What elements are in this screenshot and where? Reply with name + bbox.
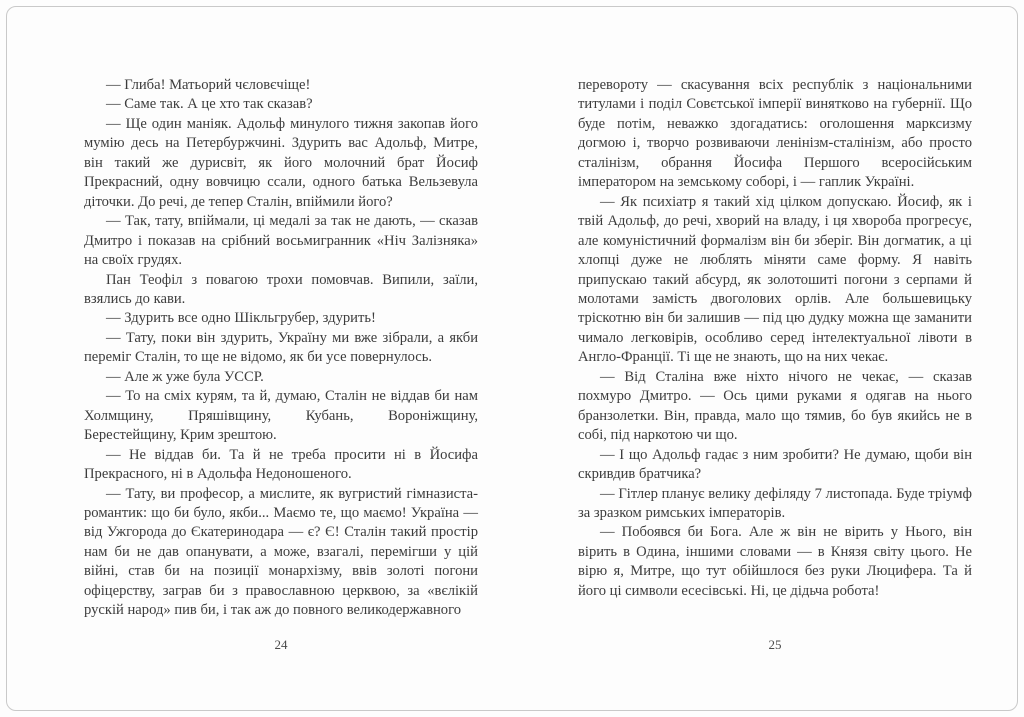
- paragraph: — Саме так. А це хто так сказав?: [106, 96, 313, 113]
- page-number-right: 25: [768, 637, 782, 652]
- paragraph: — Так, тату, впіймали, ці медалі за так не дають, — сказав Дмитро і показав на срібний восьмигранник «Ніч Залізняка» на своїх грудях.: [84, 213, 478, 269]
- paragraph-continuation: перевороту — скасування всіх республік з національними титулами і поділ Совєтської імперії винятково на губернії. Що буде потім, неважко здогадатись: оголошення марксизму догмою і, творчо розвиваючи ленінізм-сталінізм, або просто сталінізм, обрання Йосифа Першого всеросійським імператором на земському соборі, і — гаплик Україні.: [578, 77, 972, 191]
- paragraph: — Тату, ви професор, а мислите, як вугристий гімназиста-романтик: що би було, якби... Маємо те, що маємо! Україна — від Ужгорода до Єкатеринодара — є? Є! Сталін такий простір нам би не дав опанувати, а може, взагалі, перемігши у цій війні, став би на позиції монархізму, ввів золоті погони офіцерству, заграв би з православною церквою, за «вєлікій рускій народ» пив би, і так аж до повного великодержавного: [84, 485, 478, 619]
- page-number-left: 24: [274, 637, 288, 652]
- paragraph: — Гітлер планує велику дефіляду 7 листопада. Буде тріумф за зразком римських імператорів.: [578, 485, 972, 521]
- right-page: [578, 76, 972, 601]
- left-page: [84, 76, 478, 621]
- paragraph: — Побоявся би Бога. Але ж він не вірить у Нього, він вірить в Одина, іншими словами — в Князя світу цього. Не вірю я, Митре, що тут обійшлося без руки Люцифера. Та й його ці символи есесівські. Ні, це дідьча робота!: [578, 524, 972, 599]
- paragraph: — І що Адольф гадає з ним зробити? Не думаю, щоби він скривдив братчика?: [578, 446, 972, 483]
- paragraph: — Здурить все одно Шікльгрубер, здурить!: [106, 310, 376, 327]
- paragraph: — Але ж уже була УССР.: [106, 368, 264, 385]
- paragraph: — Від Сталіна вже ніхто нічого не чекає, — сказав похмуро Дмитро. — Ось цими руками я одягав на нього бранзолетки. Він, правда, мало що тямив, бо був якийсь не в собі, під наркотою чи що.: [578, 368, 972, 444]
- paragraph: — Як психіатр я такий хід цілком допускаю. Йосиф, як і твій Адольф, до речі, хворий на владу, і ця хвороба прогресує, але комуністичний формалізм він би зберіг. Він догматик, а ці хлопці дуже не люблять міняти саме форму. Я навіть припускаю такий абсурд, як золотошиті погони з серпами й молотами замість двоголових орлів. Але большевицьку тріскотню він би залишив — під цю дудку можна ще заманити чимало легковірів, особливо серед інтелектуальної лівоти в Англо-Франції. Ті ще не знають, що на них чекає.: [578, 193, 972, 366]
- paragraph: Пан Теофіл з повагою трохи помовчав. Випили, заїли, взялись до кави.: [84, 271, 478, 307]
- paragraph: — Не віддав би. Та й не треба просити ні в Йосифа Прекрасного, ні в Адольфа Недоношеного.: [84, 446, 478, 483]
- paragraph: — То на сміх курям, та й, думаю, Сталін не віддав би нам Холмщину, Пряшівщину, Кубань, Вороніжщину, Берестейщину, Крим зрештою.: [84, 388, 478, 444]
- paragraph: — Глиба! Матьорий чєловєчіще!: [106, 77, 311, 93]
- paragraph: — Ще один маніяк. Адольф минулого тижня закопав його мумію десь на Петербуржчині. Здурить вас Адольф, Митре, він такий же дурисвіт, як його молочний брат Йосиф Прекрасний, одну вовчицю ссали, одного батька Вельзевула діточки. До речі, де тепер Сталін, впіймили його?: [84, 115, 478, 210]
- paragraph: — Тату, поки він здурить, Україну ми вже зібрали, а якби переміг Сталін, то ще не відомо, як би усе повернулось.: [84, 329, 478, 366]
